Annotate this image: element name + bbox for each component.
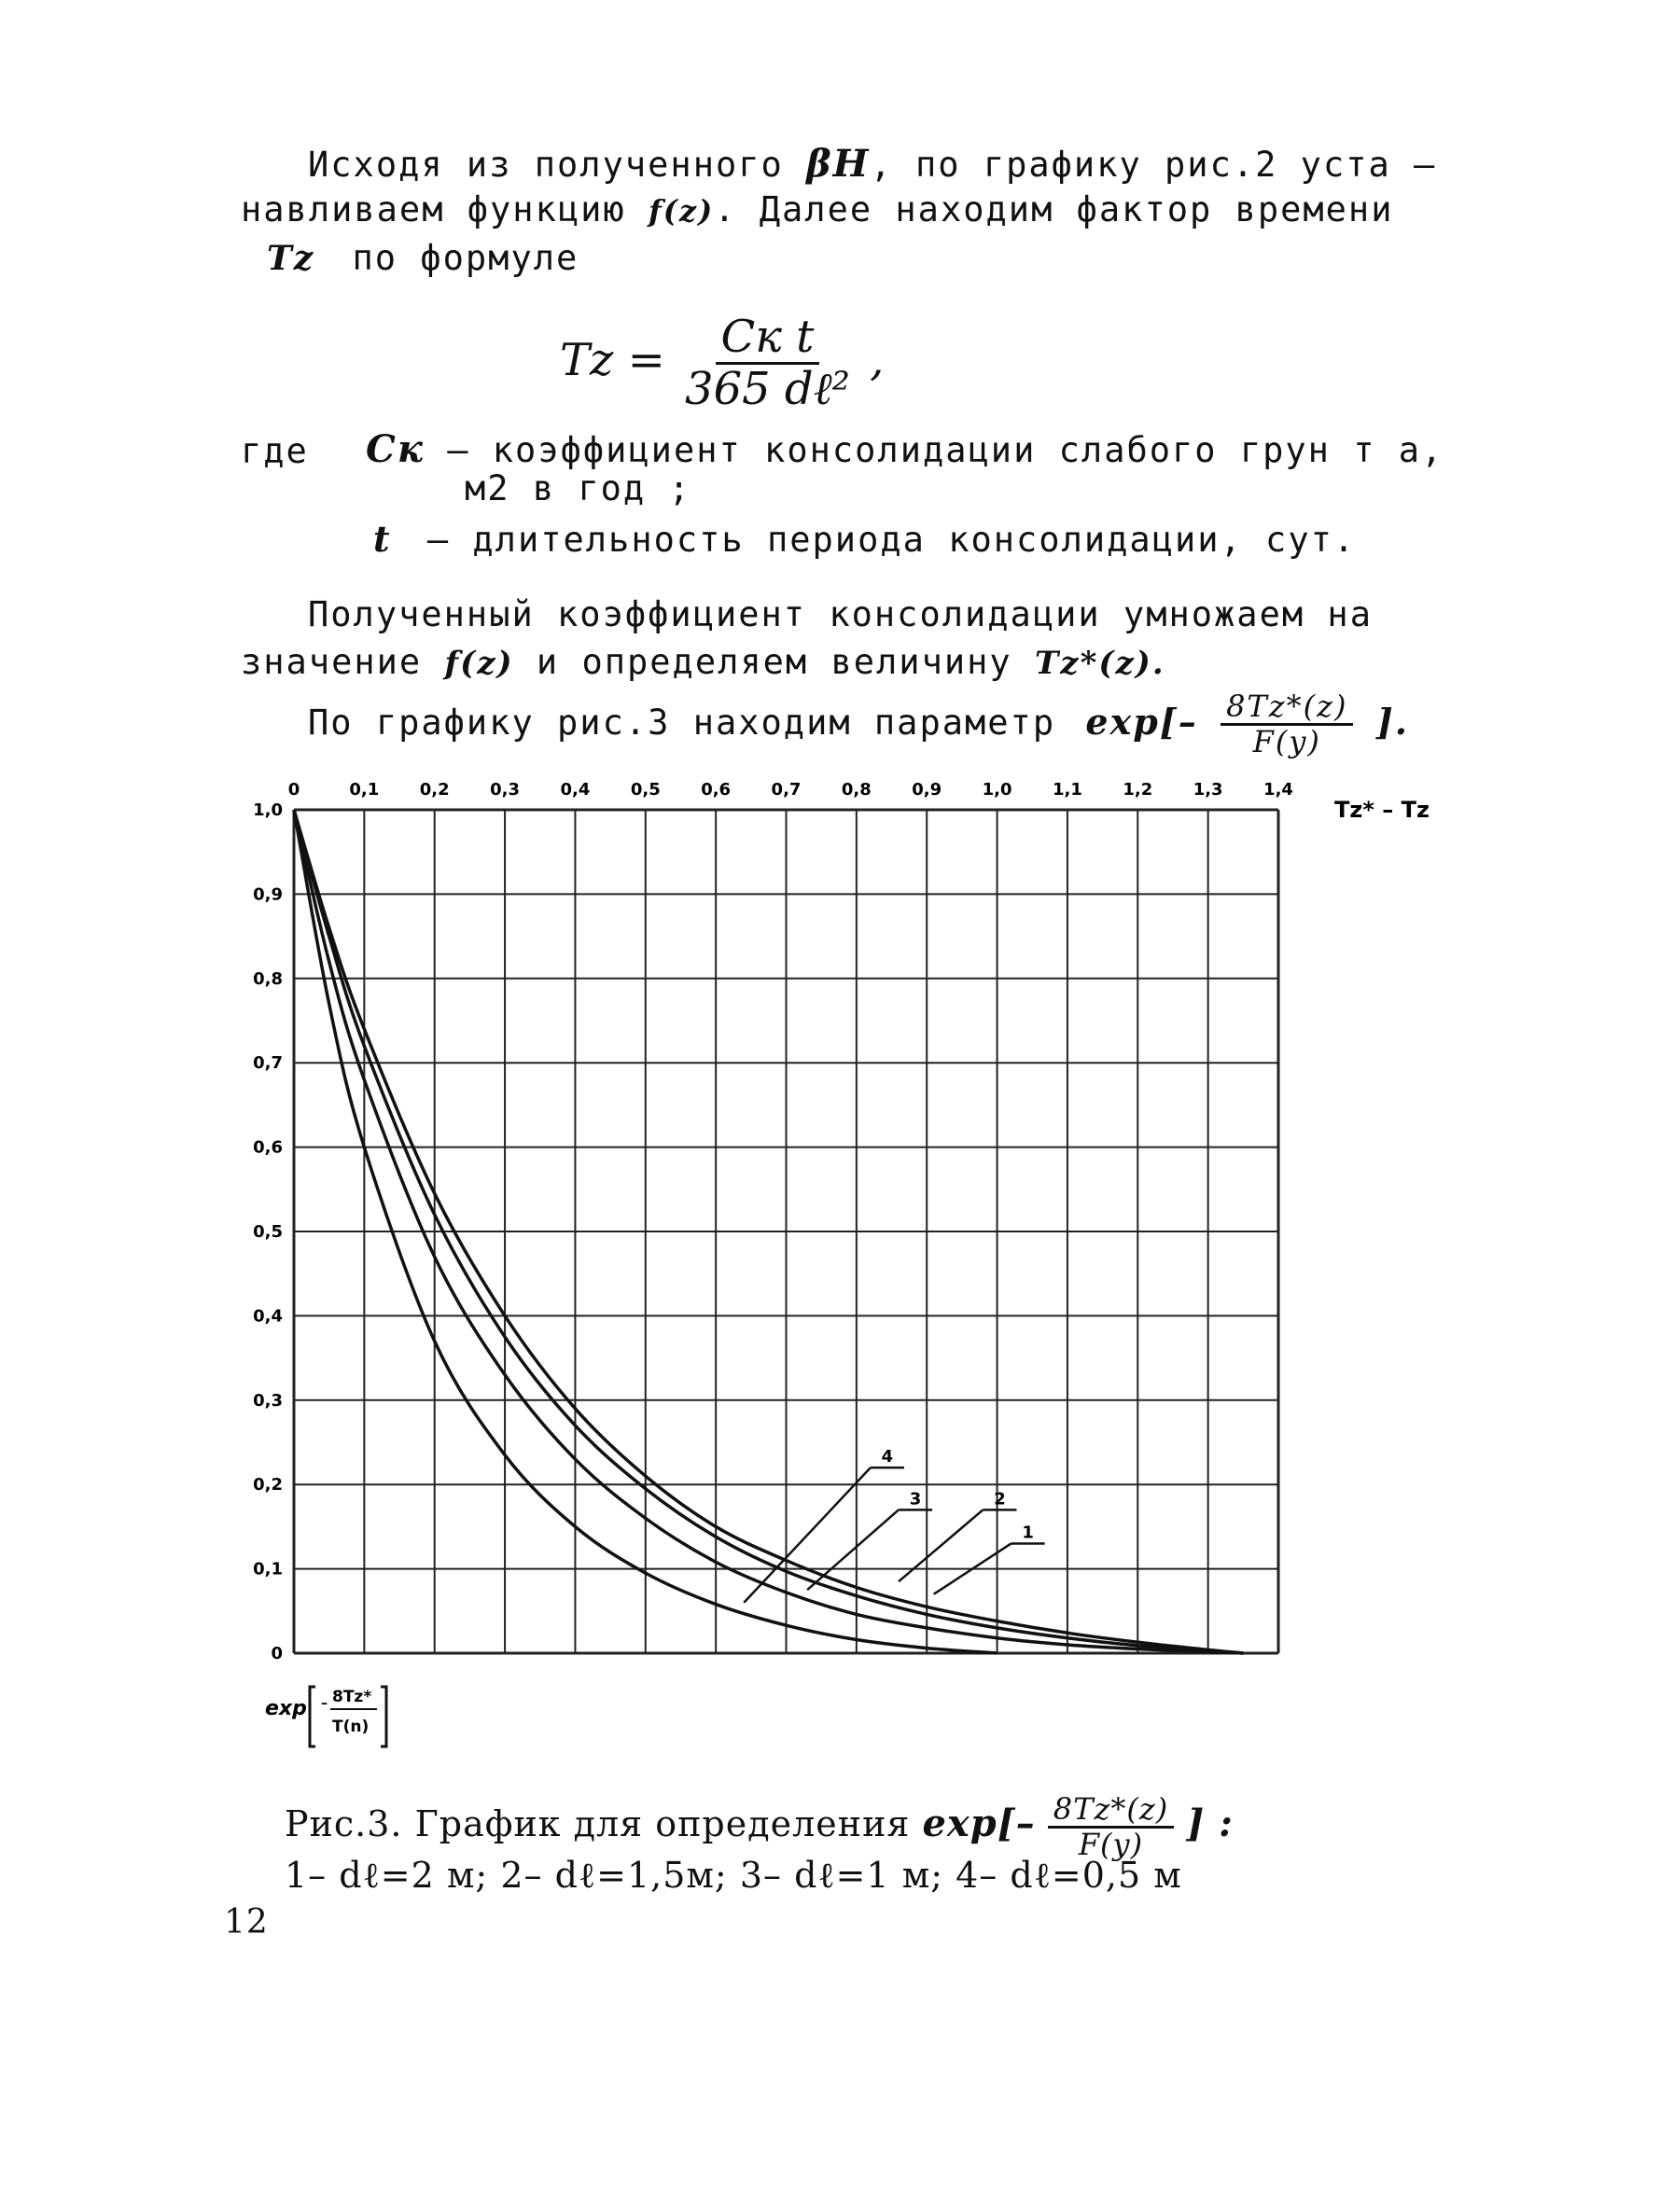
- exp-denominator: F(y): [1252, 724, 1321, 760]
- text: по формуле: [352, 238, 579, 278]
- curve-label: 3: [909, 1489, 922, 1509]
- text: значение: [241, 642, 423, 682]
- y-tick-label: 0,8: [253, 968, 283, 989]
- ck-definition-line-1: [366, 427, 1444, 471]
- f-z-symbol: f(z): [444, 645, 514, 682]
- text: . Далее находим фактор времени: [714, 189, 1394, 230]
- caption-exp: exp[–: [922, 1802, 1036, 1846]
- x-tick-label: 0,8: [841, 780, 872, 800]
- paragraph-1-line-3: [267, 238, 579, 278]
- text: –: [321, 1696, 328, 1711]
- tz-symbol: Tz: [267, 239, 315, 278]
- x-tick-labels: [288, 780, 1293, 800]
- beta-h-symbol: βH: [806, 142, 871, 186]
- formula-numerator: Cк t: [716, 313, 820, 365]
- y-tick-label: 1,0: [253, 800, 283, 820]
- x-tick-label: 0,4: [560, 780, 591, 800]
- y-tick-label: 0,9: [253, 884, 283, 905]
- x-tick-label: 1,2: [1123, 780, 1153, 800]
- y-tick-label: 0,5: [253, 1222, 283, 1242]
- caption-numerator: 8Tz*(z): [1048, 1793, 1174, 1829]
- time-factor-formula: [560, 313, 884, 414]
- f-z-symbol: f(z): [648, 193, 715, 229]
- x-tick-label: 0,6: [701, 780, 732, 800]
- figure-caption-line-2: 1– dℓ=2 м; 2– dℓ=1,5м; 3– dℓ=1 м; 4– dℓ=0,5 м: [285, 1855, 1182, 1896]
- text: – длительность периода консолидации, сут.: [426, 520, 1357, 560]
- ck-definition-line-2: м2 в год ;: [465, 468, 691, 508]
- x-tick-label: 0,9: [912, 780, 942, 800]
- text: навливаем функцию: [241, 189, 626, 230]
- exp-close: ].: [1375, 701, 1409, 744]
- x-tick-label: 0,1: [349, 780, 380, 800]
- tz-star-symbol: Tz*(z).: [1034, 645, 1165, 682]
- t-symbol: t: [373, 518, 392, 560]
- formula-denominator: 365 dℓ²: [685, 362, 850, 415]
- x-tick-label: 1,4: [1263, 780, 1293, 800]
- exp-numerator: 8Tz*(z): [1221, 690, 1353, 726]
- formula-comma: ,: [870, 333, 885, 386]
- caption-fraction: [1048, 1793, 1174, 1861]
- paragraph-3-line: [308, 690, 1409, 758]
- formula-lhs: Tz =: [560, 333, 665, 386]
- y-tick-label: 0,7: [253, 1053, 283, 1074]
- paragraph-2-line-1: Полученный коэффициент консолидации умножаем на: [308, 594, 1373, 634]
- text: и определяем величину: [536, 642, 1012, 682]
- paragraph-2-line-2: [241, 642, 1165, 682]
- caption-close: ] :: [1186, 1802, 1234, 1846]
- bracket-left: [310, 1687, 315, 1746]
- leader-line: [744, 1468, 871, 1603]
- y-tick-label: 0,4: [253, 1306, 283, 1327]
- x-tick-label: 0,7: [771, 780, 802, 800]
- y-tick-label: 0,2: [253, 1475, 283, 1496]
- text: – коэффициент консолидации слабого грун т а,: [447, 430, 1444, 470]
- caption-denominator: F(y): [1078, 1827, 1144, 1863]
- y-axis-label: [265, 1687, 386, 1746]
- paragraph-1-line-2: [241, 189, 1393, 230]
- curve-label: 1: [1022, 1523, 1034, 1543]
- t-definition: [373, 518, 1356, 560]
- bracket-right: [381, 1687, 386, 1746]
- y-tick-label: 0,6: [253, 1137, 283, 1158]
- y-axis-label-exp: exp: [265, 1697, 307, 1720]
- x-tick-label: 0: [287, 780, 300, 800]
- y-tick-label: 0,3: [253, 1390, 283, 1411]
- y-tick-labels: [253, 800, 283, 1663]
- curve-leader-lines: [744, 1447, 1044, 1603]
- x-tick-label: 1,0: [982, 780, 1012, 800]
- formula-fraction: [679, 313, 856, 414]
- text: Рис.3. График для определения: [285, 1803, 911, 1845]
- where-label: где: [241, 431, 309, 471]
- curve-label: 4: [881, 1447, 894, 1468]
- x-axis-label: Tz* – Tz: [1334, 797, 1430, 823]
- y-tick-label: 0: [271, 1644, 283, 1663]
- y-tick-label: 0,1: [253, 1559, 283, 1579]
- x-tick-label: 0,3: [490, 780, 521, 800]
- ck-symbol: Cк: [366, 427, 425, 471]
- x-tick-label: 0,5: [630, 780, 661, 800]
- x-tick-label: 1,1: [1052, 780, 1082, 800]
- text: , по графику рис.2 уста –: [870, 145, 1437, 185]
- paragraph-1-line-1: [308, 142, 1436, 186]
- exp-symbol: exp[–: [1085, 701, 1198, 744]
- curve-label: 2: [994, 1489, 1006, 1509]
- text: Исходя из полученного: [308, 145, 784, 185]
- y-axis-label-denominator: T(n): [332, 1718, 370, 1736]
- text: По графику рис.3 находим параметр: [308, 703, 1056, 744]
- exp-fraction: [1221, 690, 1353, 758]
- y-axis-label-numerator: 8Tz*: [332, 1688, 372, 1706]
- page-number: 12: [224, 1903, 269, 1941]
- exp-chart: [224, 765, 1474, 1791]
- figure-caption-line-1: [285, 1793, 1234, 1861]
- x-tick-label: 0,2: [419, 780, 450, 800]
- x-tick-label: 1,3: [1193, 780, 1223, 800]
